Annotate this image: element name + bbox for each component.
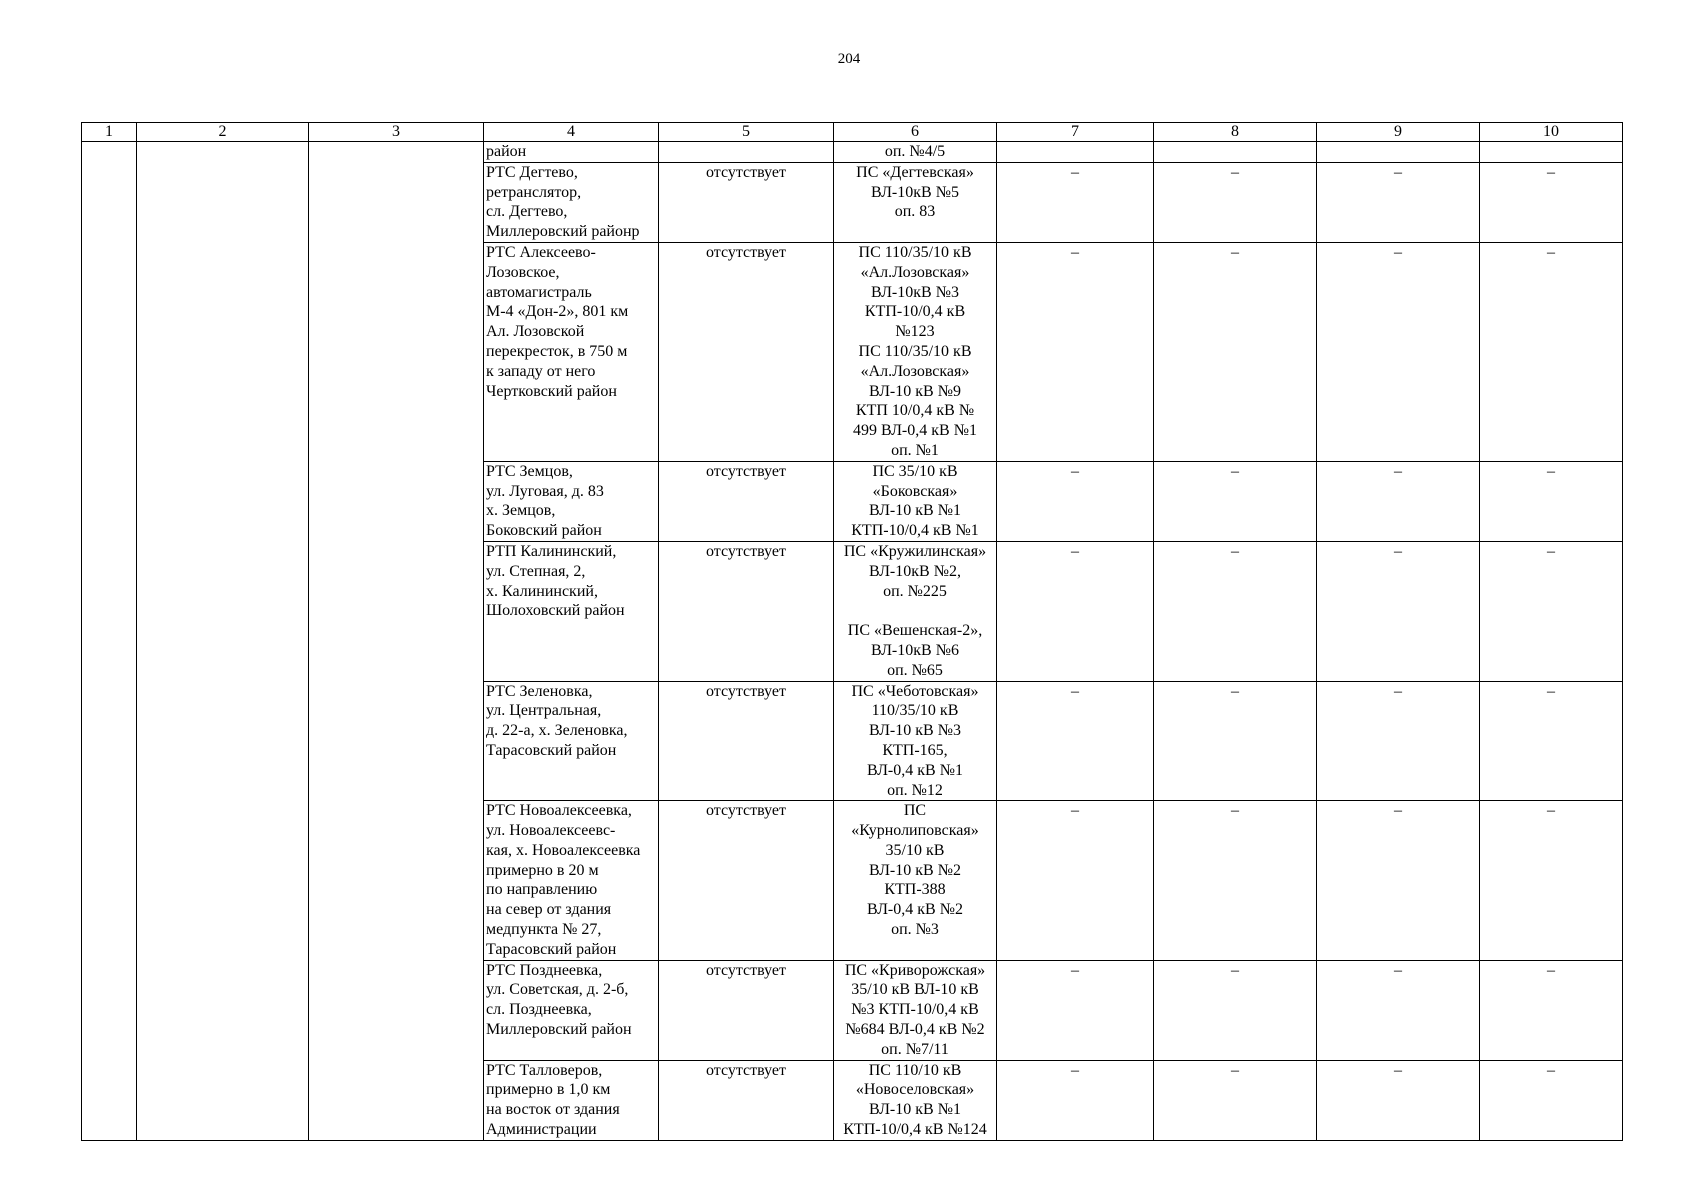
header-cell-4: 4 [484,123,659,142]
cell-col9: – [1317,461,1480,541]
cell-col8: – [1154,1060,1317,1140]
cell-col9 [1317,142,1480,163]
cell-col10: – [1480,1060,1623,1140]
cell-col7: – [997,541,1154,681]
cell-power-source: ПС «Криворожская» 35/10 кВ ВЛ-10 кВ №3 КТП-10/0,4 кВ №684 ВЛ-0,4 кВ №2 оп. №7/11 [834,960,997,1060]
cell-status: отсутствует [659,162,834,242]
cell-col8: – [1154,242,1317,461]
cell-col8: – [1154,541,1317,681]
header-cell-10: 10 [1480,123,1623,142]
cell-status: отсутствует [659,801,834,960]
cell-col10: – [1480,801,1623,960]
cell-col9: – [1317,681,1480,801]
cell-col8: – [1154,681,1317,801]
cell-col9: – [1317,960,1480,1060]
cell-col3-empty [309,142,484,1141]
cell-location: РТС Земцов, ул. Луговая, д. 83 х. Земцов, Боковский район [484,461,659,541]
cell-location: РТС Позднеевка, ул. Советская, д. 2-б, сл. Позднеевка, Миллеровский район [484,960,659,1060]
cell-col7: – [997,801,1154,960]
cell-col8 [1154,142,1317,163]
header-cell-9: 9 [1317,123,1480,142]
cell-col8: – [1154,461,1317,541]
cell-col7: – [997,162,1154,242]
cell-location: РТП Калининский, ул. Степная, 2, х. Калининский, Шолоховский район [484,541,659,681]
page-number: 204 [837,51,861,67]
data-table [81,122,1623,1141]
cell-col7: – [997,461,1154,541]
cell-col7 [997,142,1154,163]
cell-col10: – [1480,960,1623,1060]
cell-col9: – [1317,242,1480,461]
cell-power-source: ПС «Чеботовская» 110/35/10 кВ ВЛ-10 кВ №3 КТП-165, ВЛ-0,4 кВ №1 оп. №12 [834,681,997,801]
cell-col9: – [1317,801,1480,960]
header-row [82,123,1623,142]
cell-power-source: ПС «Курнолиповская» 35/10 кВ ВЛ-10 кВ №2 КТП-388 ВЛ-0,4 кВ №2 оп. №3 [834,801,997,960]
cell-col2-empty [137,142,309,1141]
cell-col7: – [997,681,1154,801]
cell-col10: – [1480,681,1623,801]
cell-col9: – [1317,162,1480,242]
cell-power-source: оп. №4/5 [834,142,997,163]
cell-status: отсутствует [659,1060,834,1140]
cell-col9: – [1317,541,1480,681]
cell-col8: – [1154,801,1317,960]
cell-location: РТС Зеленовка, ул. Центральная, д. 22-а, х. Зеленовка, Тарасовский район [484,681,659,801]
header-cell-1: 1 [82,123,137,142]
cell-status: отсутствует [659,681,834,801]
cell-power-source: ПС «Кружилинская» ВЛ-10кВ №2, оп. №225 ПС «Вешенская-2», ВЛ-10кВ №6 оп. №65 [834,541,997,681]
table-row [82,142,1623,163]
cell-col7: – [997,1060,1154,1140]
cell-status: отсутствует [659,242,834,461]
cell-power-source: ПС 110/10 кВ «Новоселовская» ВЛ-10 кВ №1 КТП-10/0,4 кВ №124 [834,1060,997,1140]
cell-location: РТС Талловеров, примерно в 1,0 км на восток от здания Администрации [484,1060,659,1140]
cell-location: РТС Дегтево, ретранслятор, сл. Дегтево, Миллеровский районр [484,162,659,242]
header-cell-6: 6 [834,123,997,142]
cell-status [659,142,834,163]
cell-col10: – [1480,541,1623,681]
cell-col1-empty [82,142,137,1141]
cell-col7: – [997,960,1154,1060]
header-cell-5: 5 [659,123,834,142]
cell-col10: – [1480,461,1623,541]
cell-col8: – [1154,162,1317,242]
cell-col10: – [1480,242,1623,461]
cell-power-source: ПС 35/10 кВ «Боковская» ВЛ-10 кВ №1 КТП-10/0,4 кВ №1 [834,461,997,541]
cell-col10 [1480,142,1623,163]
cell-power-source: ПС «Дегтевская» ВЛ-10кВ №5 оп. 83 [834,162,997,242]
cell-status: отсутствует [659,461,834,541]
header-cell-8: 8 [1154,123,1317,142]
header-cell-3: 3 [309,123,484,142]
cell-power-source: ПС 110/35/10 кВ «Ал.Лозовская» ВЛ-10кВ №3 КТП-10/0,4 кВ №123 ПС 110/35/10 кВ «Ал.Лозовская» ВЛ-10 кВ №9 КТП 10/0,4 кВ № 499 ВЛ-0,4 кВ №1 оп. №1 [834,242,997,461]
cell-col9: – [1317,1060,1480,1140]
cell-location: район [484,142,659,163]
cell-col8: – [1154,960,1317,1060]
cell-status: отсутствует [659,960,834,1060]
cell-location: РТС Новоалексеевка, ул. Новоалексеевс- кая, х. Новоалексеевка примерно в 20 м по направлению на север от здания медпункта № 27, Тарасовский район [484,801,659,960]
cell-status: отсутствует [659,541,834,681]
cell-col7: – [997,242,1154,461]
header-cell-7: 7 [997,123,1154,142]
cell-col10: – [1480,162,1623,242]
header-cell-2: 2 [137,123,309,142]
cell-location: РТС Алексеево- Лозовское, автомагистраль М-4 «Дон-2», 801 км Ал. Лозовской перекресток, в 750 м к западу от него Чертковский район [484,242,659,461]
